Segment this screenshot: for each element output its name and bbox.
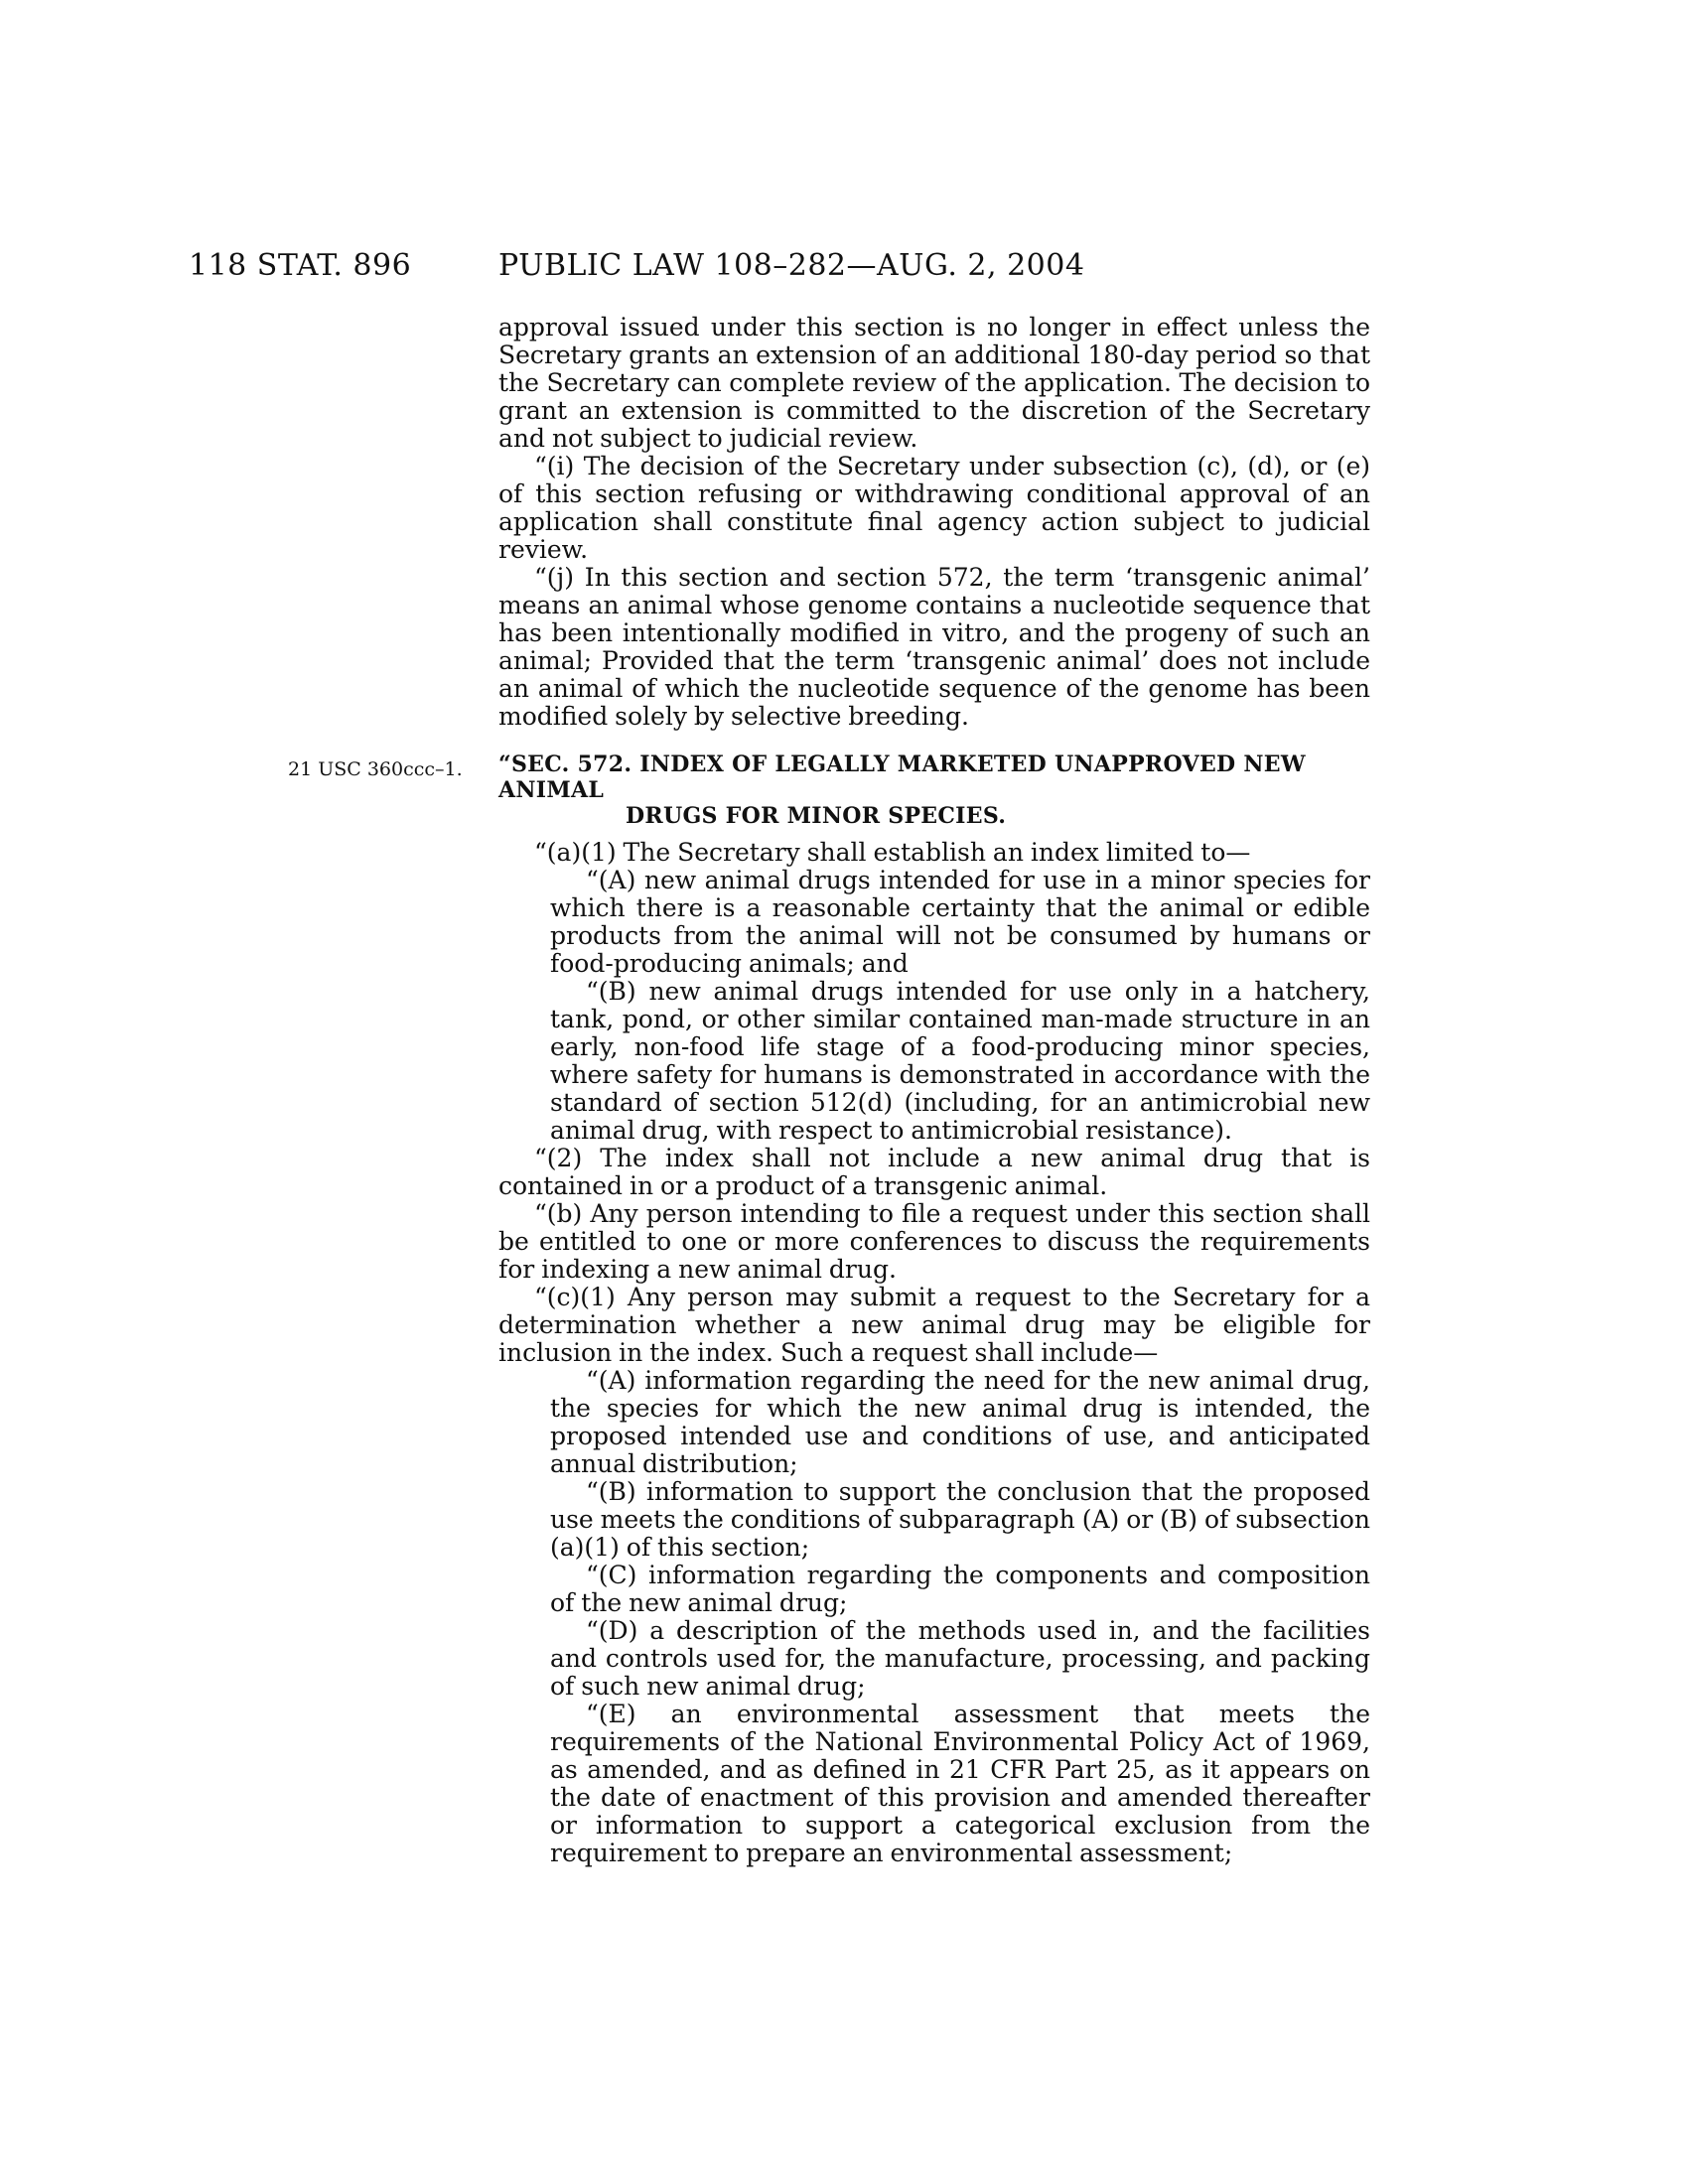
usc-margin-citation: 21 USC 360ccc–1. bbox=[288, 758, 463, 780]
paragraph-c1-E: “(E) an environmental assessment that meets the requirements of the National Environmental Policy Act of 1969, as amended, and as defined in 21 CFR Part 25, as it appears on the date of enactment of this provision and amended thereafter or information to support a categorical exclusion from the requirement to prepare an environmental assessment; bbox=[550, 1700, 1370, 1867]
paragraph-c1-D: “(D) a description of the methods used in, and the facilities and controls used for, the manufacture, processing, and packing of such new animal drug; bbox=[550, 1616, 1370, 1701]
paragraph-subsection-i: “(i) The decision of the Secretary under subsection (c), (d), or (e) of this section refusing or withdrawing conditional approval of an application shall constitute final agency action subject to judicial review. bbox=[498, 452, 1370, 564]
paragraph-c1-B: “(B) information to support the conclusion that the proposed use meets the conditions of subparagraph (A) or (B) of subsection (a)(1) of this section; bbox=[550, 1477, 1370, 1562]
section-heading bbox=[498, 751, 1370, 829]
page-header bbox=[189, 248, 1370, 288]
section-heading-line1: “SEC. 572. INDEX OF LEGALLY MARKETED UNAPPROVED NEW ANIMAL bbox=[498, 751, 1306, 803]
paragraph-a2: “(2) The index shall not include a new animal drug that is contained in or a product of a transgenic animal. bbox=[498, 1144, 1370, 1200]
paragraph-c1: “(c)(1) Any person may submit a request to the Secretary for a determination whether a new animal drug may be eligible for inclusion in the index. Such a request shall include— bbox=[498, 1283, 1370, 1367]
page-body bbox=[498, 314, 1370, 1867]
paragraph-a1-B: “(B) new animal drugs intended for use only in a hatchery, tank, pond, or other similar contained man-made structure in an early, non-food life stage of a food-producing minor species, where safety for humans is demonstrated in accordance with the standard of section 512(d) (including, for an antimicrobial new animal drug, with respect to antimicrobial resistance). bbox=[550, 977, 1370, 1145]
paragraph-a1: “(a)(1) The Secretary shall establish an index limited to— bbox=[534, 838, 1251, 867]
section-heading-line2: DRUGS FOR MINOR SPECIES. bbox=[626, 803, 1007, 829]
statute-page-reference: 118 STAT. 896 bbox=[189, 248, 412, 283]
paragraph-a1-A: “(A) new animal drugs intended for use in a minor species for which there is a reasonable certainty that the animal or edible products from the animal will not be consumed by humans or food-producing animals; and bbox=[550, 866, 1370, 978]
paragraph-c1-A: “(A) information regarding the need for the new animal drug, the species for which the new animal drug is intended, the proposed intended use and conditions of use, and anticipated annual distribution; bbox=[550, 1366, 1370, 1478]
paragraph-b: “(b) Any person intending to file a request under this section shall be entitled to one or more conferences to discuss the requirements for indexing a new animal drug. bbox=[498, 1199, 1370, 1284]
paragraph-subsection-j: “(j) In this section and section 572, the term ‘transgenic animal’ means an animal whose genome contains a nucleotide sequence that has been intentionally modified in vitro, and the progeny of such an animal; Provided that the term ‘transgenic animal’ does not include an animal of which the nucleotide sequence of the genome has been modified solely by selective breeding. bbox=[498, 563, 1370, 731]
public-law-title: PUBLIC LAW 108–282—AUG. 2, 2004 bbox=[498, 248, 1085, 283]
paragraph-c1-C: “(C) information regarding the components and composition of the new animal drug; bbox=[550, 1561, 1370, 1617]
paragraph-continuation: approval issued under this section is no longer in effect unless the Secretary grants an extension of an additional 180-day period so that the Secretary can complete review of the application. The decision to grant an extension is committed to the discretion of the Secretary and not subject to judicial review. bbox=[498, 313, 1370, 453]
